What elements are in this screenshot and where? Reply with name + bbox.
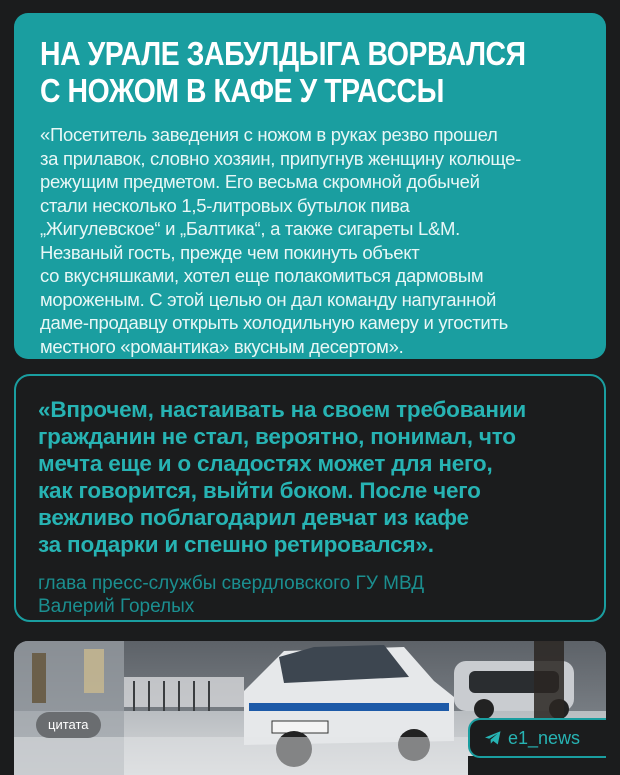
lead-line: за прилавок, словно хозяин, припугнув женщину колюще- <box>40 147 521 169</box>
quote-text <box>38 396 582 558</box>
lead-line: стали несколько 1,5-литровых бутылок пива <box>40 194 410 216</box>
quote-line: за подарки и спешно ретировался». <box>38 532 434 557</box>
headline-card <box>14 13 606 359</box>
headline-line: НА УРАЛЕ ЗАБУЛДЫГА ВОРВАЛСЯ <box>40 35 526 72</box>
lead-line: местного «романтика» вкусным десертом». <box>40 335 404 357</box>
lead-line: даме-продавцу открыть холодильную камеру и угостить <box>40 312 508 333</box>
lead-line: режущим предметом. Его весьма скромной добычей <box>40 171 480 192</box>
telegram-icon <box>484 730 502 746</box>
lead-paragraph <box>40 123 582 358</box>
headline <box>40 35 590 109</box>
lead-line: со вкусняшками, хотел еще полакомиться дармовым <box>40 265 484 286</box>
quote-line: мечта еще и о сладостях может для него, <box>38 451 493 476</box>
quote-line: «Впрочем, настаивать на своем требовании <box>38 397 527 422</box>
quote-line: как говорится, выйти боком. После чего <box>38 478 481 503</box>
lead-line: «Посетитель заведения с ножом в руках резво прошел <box>40 124 498 145</box>
quote-card <box>14 374 606 622</box>
channel-label: e1_news <box>508 727 581 748</box>
channel-tag-backdrop <box>468 756 620 775</box>
attribution-name: Валерий Горелых <box>38 596 195 617</box>
quote-line: гражданин не стал, вероятно, понимал, что <box>38 424 516 449</box>
lead-line: мороженым. С этой целью он дал команду напуганной <box>40 288 497 310</box>
headline-line: С НОЖОМ В КАФЕ У ТРАССЫ <box>40 72 444 109</box>
quote-attribution <box>38 572 582 618</box>
quote-line: вежливо поблагодарил девчат из кафе <box>38 505 469 530</box>
lead-line: Незваный гость, прежде чем покинуть объект <box>40 241 420 263</box>
quote-badge: цитата <box>36 712 101 738</box>
lead-line: „Жигулевское“ и „Балтика“, а также сигареты L&M. <box>40 218 460 239</box>
channel-tag[interactable] <box>468 718 606 758</box>
attribution-role: глава пресс-службы свердловского ГУ МВД <box>38 573 425 594</box>
